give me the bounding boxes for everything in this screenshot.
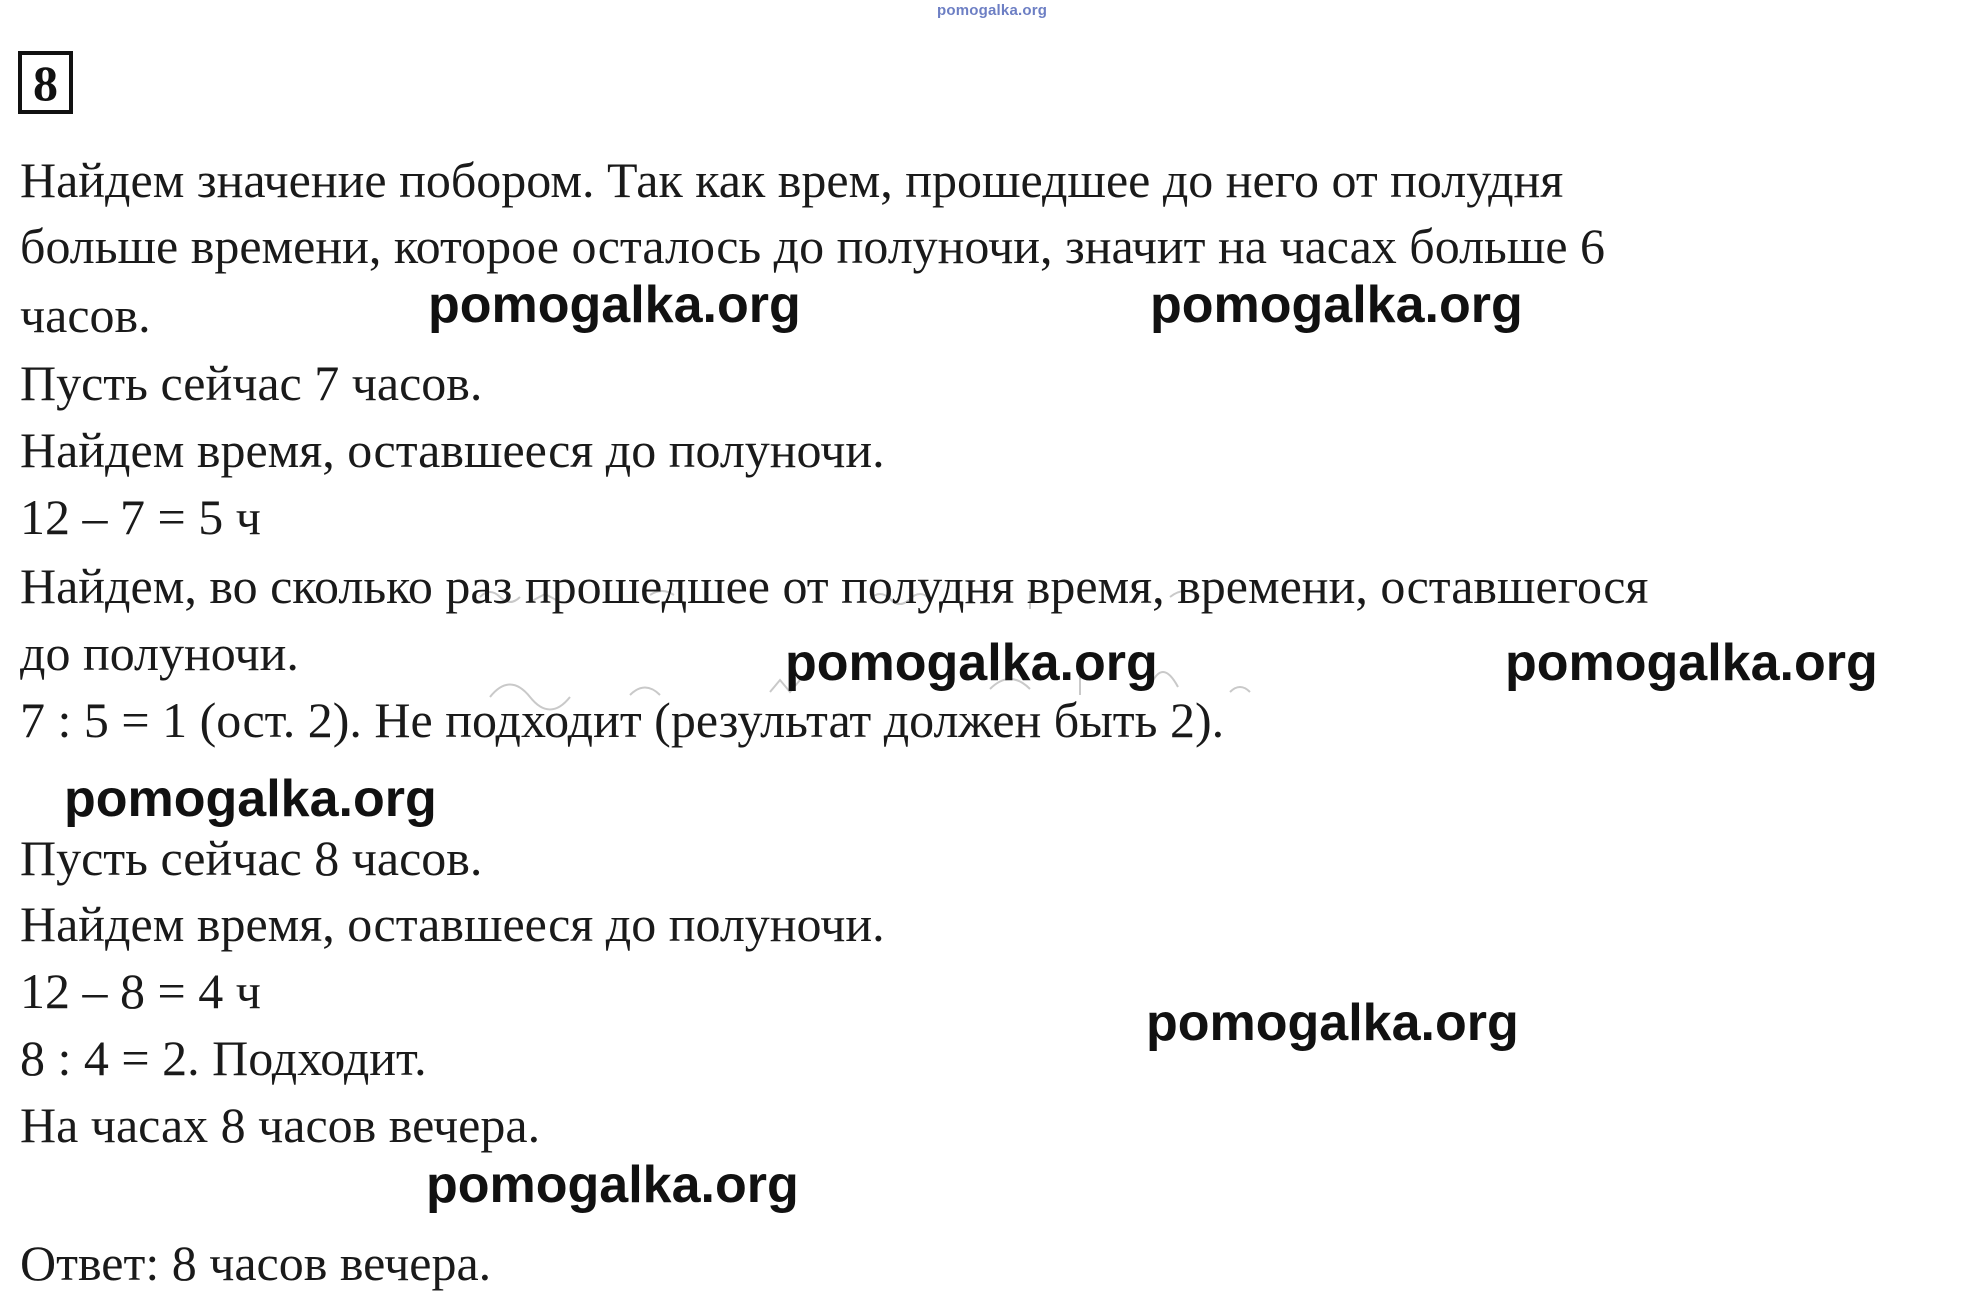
solution-line: до полуночи. <box>20 625 299 681</box>
solution-line: Найдем, во сколько раз прошедшее от полудня время, времени, оставшегося <box>20 558 1649 614</box>
watermark: pomogalka.org <box>785 634 1158 692</box>
solution-line: На часах 8 часов вечера. <box>20 1097 541 1153</box>
solution-line: 7 : 5 = 1 (ост. 2). Не подходит (результат должен быть 2). <box>20 692 1225 748</box>
solution-line: 12 – 7 = 5 ч <box>20 489 261 545</box>
solution-line: Найдем значение побором. Так как врем, прошедшее до него от полудня <box>20 152 1564 208</box>
solution-line: часов. <box>20 287 151 343</box>
watermark: pomogalka.org <box>428 276 801 334</box>
solution-line: больше времени, которое осталось до полуночи, значит на часах больше 6 <box>20 218 1606 274</box>
solution-line: Найдем время, оставшееся до полуночи. <box>20 422 885 478</box>
watermark: pomogalka.org <box>64 770 437 828</box>
solution-line: Пусть сейчас 8 часов. <box>20 830 483 886</box>
task-number-box <box>18 51 73 114</box>
watermark: pomogalka.org <box>1146 994 1519 1052</box>
solution-line: 12 – 8 = 4 ч <box>20 963 261 1019</box>
solution-line: Найдем время, оставшееся до полуночи. <box>20 896 885 952</box>
solution-line: Пусть сейчас 7 часов. <box>20 355 483 411</box>
watermark: pomogalka.org <box>1150 276 1523 334</box>
solution-line: 8 : 4 = 2. Подходит. <box>20 1030 427 1086</box>
site-watermark-top: pomogalka.org <box>937 2 1048 19</box>
watermark: pomogalka.org <box>1505 634 1878 692</box>
watermark: pomogalka.org <box>426 1156 799 1214</box>
task-number: 8 <box>33 54 58 111</box>
answer-line: Ответ: 8 часов вечера. <box>20 1235 492 1291</box>
